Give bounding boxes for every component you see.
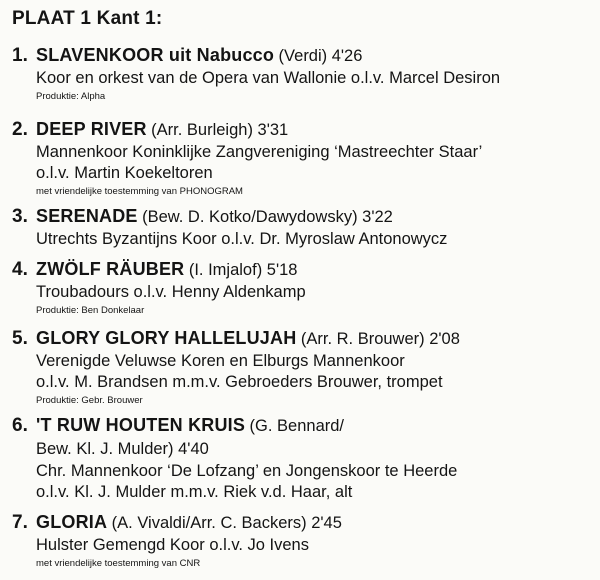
track-credit: (G. Bennard/ — [249, 417, 344, 435]
track-4 — [12, 258, 597, 317]
track-6 — [12, 414, 597, 503]
performer-line: Koor en orkest van de Opera van Wallonie o.l.v. Marcel Desiron — [36, 69, 501, 87]
track-number: 4. — [12, 259, 28, 280]
performer-line: o.l.v. Martin Koekeltoren — [36, 164, 213, 182]
track-title-line — [12, 258, 597, 282]
track-title: SLAVENKOOR uit Nabucco — [36, 45, 275, 65]
track-credit: (I. Imjalof) 5'18 — [188, 261, 298, 279]
track-title: SERENADE — [36, 206, 138, 226]
track-5 — [12, 327, 597, 407]
performer-line: Chr. Mannenkoor ‘De Lofzang’ en Jongenskoor te Heerde — [36, 462, 458, 480]
track-credit: (Bew. D. Kotko/Dawydowsky) 3'22 — [142, 208, 393, 226]
performer-line: o.l.v. M. Brandsen m.m.v. Gebroeders Brouwer, trompet — [36, 373, 443, 391]
track-1 — [12, 44, 597, 103]
track-title: GLORIA — [36, 512, 108, 532]
performer-line: Mannenkoor Koninklijke Zangvereniging ‘Mastreechter Staar’ — [36, 143, 483, 161]
track-title-line — [12, 414, 597, 438]
track-title-line — [12, 118, 597, 142]
track-title: 'T RUW HOUTEN KRUIS — [36, 415, 246, 435]
permission-note: met vriendelijke toestemming van CNR — [36, 558, 201, 569]
track-title: DEEP RIVER — [36, 119, 147, 139]
track-number: 7. — [12, 512, 28, 533]
side-heading: PLAAT 1 Kant 1: — [12, 8, 163, 29]
track-title-line — [12, 44, 597, 68]
track-title-line — [12, 327, 597, 351]
track-number: 3. — [12, 206, 28, 227]
track-title: ZWÖLF RÄUBER — [36, 259, 185, 279]
track-7 — [12, 511, 597, 570]
track-3 — [12, 205, 597, 250]
track-title-line — [12, 205, 597, 229]
track-title-line — [12, 511, 597, 535]
track-credit: (Arr. R. Brouwer) 2'08 — [300, 330, 460, 348]
permission-note: met vriendelijke toestemming van PHONOGRAM — [36, 186, 243, 197]
track-credit: (Arr. Burleigh) 3'31 — [151, 121, 289, 139]
track-number: 5. — [12, 328, 28, 349]
performer-line: Utrechts Byzantijns Koor o.l.v. Dr. Myroslaw Antonowycz — [36, 230, 448, 248]
track-2 — [12, 118, 597, 198]
performer-line: o.l.v. Kl. J. Mulder m.m.v. Riek v.d. Haar, alt — [36, 483, 353, 501]
track-number: 2. — [12, 119, 28, 140]
track-credit: (A. Vivaldi/Arr. C. Backers) 2'45 — [111, 514, 342, 532]
production-note: Produktie: Alpha — [36, 91, 106, 102]
performer-line: Troubadours o.l.v. Henny Aldenkamp — [36, 283, 306, 301]
track-credit: (Verdi) 4'26 — [278, 47, 363, 65]
track-number: 6. — [12, 415, 28, 436]
production-note: Produktie: Ben Donkelaar — [36, 305, 145, 316]
track-credit-continued: Bew. Kl. J. Mulder) 4'40 — [36, 440, 209, 458]
track-title: GLORY GLORY HALLELUJAH — [36, 328, 297, 348]
performer-line: Hulster Gemengd Koor o.l.v. Jo Ivens — [36, 536, 309, 554]
track-number: 1. — [12, 45, 28, 66]
production-note: Produktie: Gebr. Brouwer — [36, 395, 143, 406]
track-title-line-continued — [36, 438, 597, 461]
performer-line: Verenigde Veluwse Koren en Elburgs Mannenkoor — [36, 352, 405, 370]
